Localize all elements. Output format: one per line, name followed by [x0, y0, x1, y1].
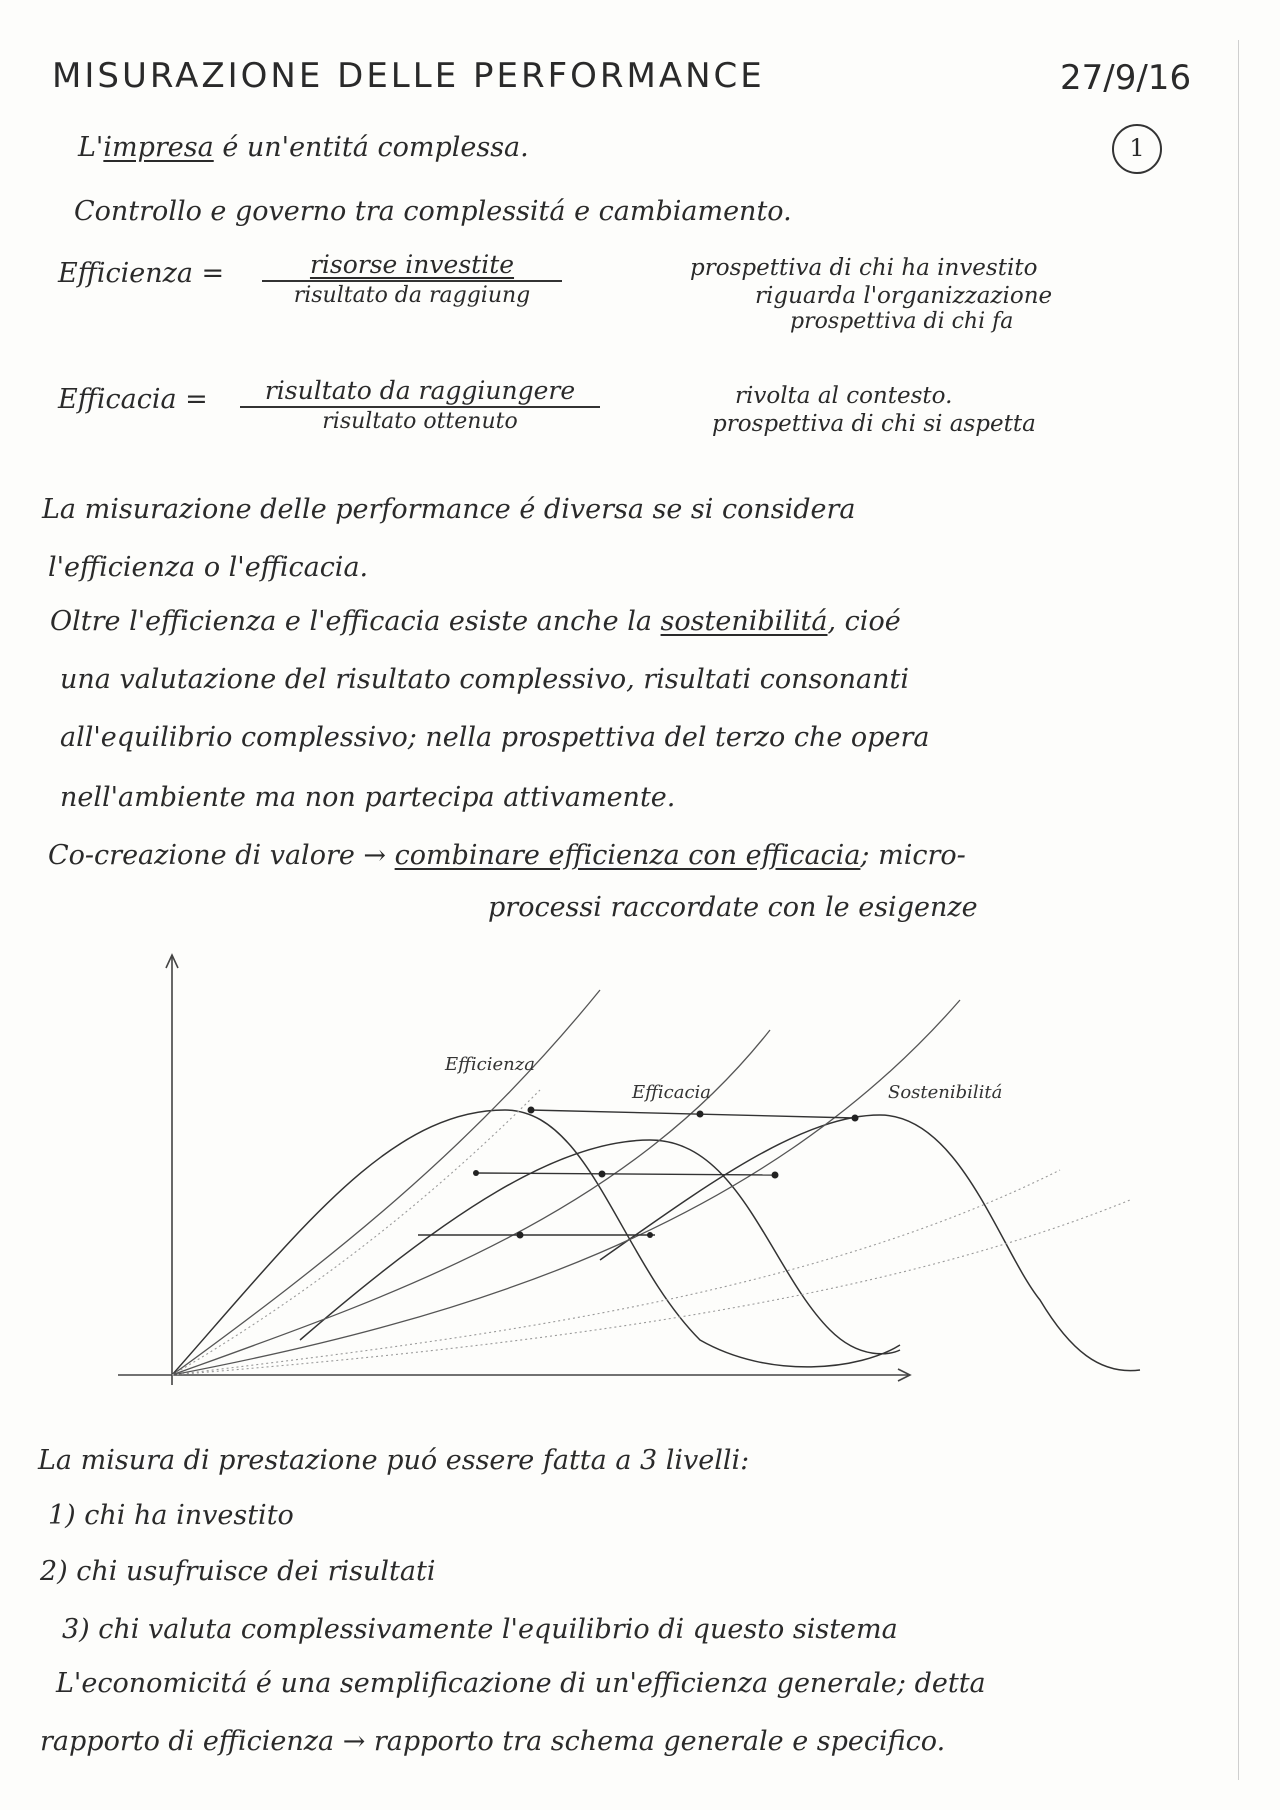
level-item-2: 2) chi usufruisce dei risultati [40, 1556, 436, 1587]
dot [599, 1171, 606, 1178]
levels-intro: La misura di prestazione puó essere fatta a 3 livelli: [38, 1445, 750, 1476]
body-line-6: nell'ambiente ma non partecipa attivamente. [60, 782, 676, 813]
intro-line-2: Controllo e governo tra complessitá e cambiamento. [74, 196, 792, 227]
efficienza-label: Efficienza = [58, 258, 225, 289]
dotted-curve-2 [172, 1200, 1130, 1375]
dot [697, 1111, 704, 1118]
dot [772, 1172, 779, 1179]
bell-curve-sostenibilita [600, 1115, 1140, 1371]
dotted-curve-1 [172, 1170, 1060, 1375]
efficienza-note-3: prospettiva di chi fa [790, 309, 1014, 334]
body-line-1: La misurazione delle performance é diversa se si considera [42, 494, 856, 525]
label-sostenibilita: Sostenibilitá [888, 1082, 1003, 1103]
page-title: MISURAZIONE DELLE PERFORMANCE [52, 56, 765, 96]
economicita-line-1: L'economicitá é una semplificazione di un'efficienza generale; detta [56, 1668, 986, 1699]
intro-line-1: L'impresa é un'entitá complessa. [78, 132, 529, 163]
efficienza-fraction: risorse investite risultato da raggiung [262, 250, 562, 310]
label-efficacia: Efficacia [632, 1082, 712, 1103]
dot [647, 1232, 653, 1238]
body-line-2: l'efficienza o l'efficacia. [48, 552, 369, 583]
efficacia-note-2: prospettiva di chi si aspetta [712, 411, 1036, 437]
efficacia-fraction: risultato da raggiungere risultato ottenuto [240, 376, 600, 436]
dot [852, 1115, 859, 1122]
page-date: 27/9/16 [1060, 58, 1192, 98]
page-number: 1 [1112, 124, 1162, 174]
rising-curve-efficienza [172, 990, 600, 1375]
body-line-8: processi raccordate con le esigenze [488, 892, 978, 923]
body-line-5: all'equilibrio complessivo; nella prospettiva del terzo che opera [60, 722, 930, 753]
dot [473, 1170, 479, 1176]
connector-top [530, 1110, 855, 1118]
efficienza-note-2: riguarda l'organizzazione [755, 283, 1053, 309]
efficacia-note-1: rivolta al contesto. [735, 383, 953, 409]
connector-middle [475, 1173, 775, 1175]
body-line-3: Oltre l'efficienza e l'efficacia esiste anche la sostenibilitá, cioé [50, 606, 901, 637]
body-line-7: Co-creazione di valore → combinare efficienza con efficacia; micro- [48, 840, 966, 871]
dot [528, 1107, 535, 1114]
rising-curve-sostenibilita [172, 1000, 960, 1375]
dot [517, 1232, 524, 1239]
body-line-4: una valutazione del risultato complessivo, risultati consonanti [60, 664, 909, 695]
level-item-1: 1) chi ha investito [48, 1500, 294, 1531]
efficacia-label: Efficacia = [58, 384, 208, 415]
dotted-curve-3 [172, 1090, 540, 1375]
efficienza-note-1: prospettiva di chi ha investito [690, 255, 1038, 281]
level-item-3: 3) chi valuta complessivamente l'equilibrio di questo sistema [62, 1614, 898, 1645]
label-efficienza: Efficienza [445, 1054, 535, 1075]
economicita-line-2: rapporto di efficienza → rapporto tra schema generale e specifico. [40, 1726, 946, 1757]
